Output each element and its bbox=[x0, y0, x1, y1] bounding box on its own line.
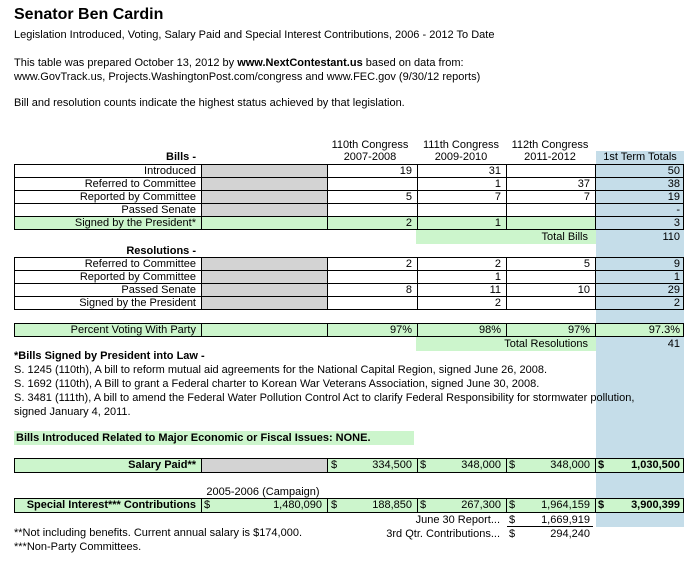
res-row-c112: 5 bbox=[583, 258, 590, 270]
salary-cur-112: $ bbox=[509, 459, 516, 471]
total-res-label: Total Resolutions bbox=[504, 338, 588, 350]
res-row-c111: 2 bbox=[494, 258, 501, 270]
res-row-c111: 2 bbox=[494, 297, 501, 309]
salary-cur-111: $ bbox=[420, 459, 427, 471]
footnote-nonparty: ***Non-Party Committees. bbox=[14, 541, 142, 553]
col-111-label: 111th Congress bbox=[422, 139, 500, 151]
col-112-years: 2011-2012 bbox=[524, 151, 576, 163]
signed-law-item: S. 1692 (110th), A Bill to grant a Federal charter to Korean War Veterans Association, signed June 30, 2008. bbox=[14, 378, 540, 390]
bills-row-label: Referred to Committee bbox=[84, 178, 196, 190]
bills-row-label: Signed by the President* bbox=[74, 217, 196, 229]
bills-heading: Bills - bbox=[166, 151, 196, 163]
res-row-total: 2 bbox=[673, 297, 680, 309]
resolutions-heading: Resolutions - bbox=[126, 245, 196, 257]
contributions-label: Special Interest*** Contributions bbox=[26, 499, 196, 511]
bills-row-c111: 1 bbox=[494, 217, 501, 229]
salary-cur-110: $ bbox=[331, 459, 338, 471]
res-row-c111: 11 bbox=[489, 284, 501, 296]
bills-row-c111: 1 bbox=[494, 178, 501, 190]
bills-row-c111: 7 bbox=[494, 191, 501, 203]
june-underline bbox=[507, 526, 593, 527]
q3-label: 3rd Qtr. Contributions... bbox=[386, 528, 500, 540]
total-res-value: 41 bbox=[667, 338, 680, 350]
contrib-divider bbox=[506, 499, 507, 512]
salary-total: 1,030,500 bbox=[631, 459, 680, 471]
voting-c112: 97% bbox=[567, 324, 590, 336]
salary-divider bbox=[327, 459, 328, 472]
contrib-divider bbox=[201, 499, 202, 512]
salary-c111: 348,000 bbox=[461, 459, 501, 471]
contrib-divider bbox=[595, 499, 596, 512]
bills-row-total: - bbox=[676, 204, 680, 216]
contrib-cur-total: $ bbox=[598, 499, 605, 511]
res-row-label: Passed Senate bbox=[121, 284, 196, 296]
salary-divider bbox=[417, 459, 418, 472]
contrib-cur-111: $ bbox=[420, 499, 427, 511]
q3-value: 294,240 bbox=[550, 528, 590, 540]
salary-cur-total: $ bbox=[598, 459, 605, 471]
contrib-divider bbox=[327, 499, 328, 512]
voting-total: 97.3% bbox=[648, 324, 680, 336]
voting-c111: 98% bbox=[478, 324, 501, 336]
res-row-total: 9 bbox=[673, 258, 680, 270]
bills-row-c110: 19 bbox=[399, 165, 412, 177]
salary-grey-cell bbox=[201, 459, 327, 472]
page-subtitle: Legislation Introduced, Voting, Salary Paid and Special Interest Contributions, 2006 - 2012 To Date bbox=[14, 29, 495, 41]
col-total-label: 1st Term Totals bbox=[603, 151, 677, 163]
signed-law-item: S. 3481 (111th), A bill to amend the Federal Water Pollution Control Act to clarify Federal Responsibility for stormwater pollution, bbox=[14, 392, 635, 404]
contrib-cur-110: $ bbox=[331, 499, 338, 511]
counts-note: Bill and resolution counts indicate the highest status achieved by that legislation. bbox=[14, 97, 405, 109]
res-row-total: 1 bbox=[673, 271, 680, 283]
signed-law-heading: *Bills Signed by President into Law - bbox=[14, 350, 205, 362]
footnote-benefits: **Not including benefits. Current annual salary is $174,000. bbox=[14, 527, 303, 539]
total-bills-value: 110 bbox=[662, 231, 680, 243]
bills-row-c110: 5 bbox=[405, 191, 412, 203]
salary-c110: 334,500 bbox=[372, 459, 412, 471]
bills-row-c110: 2 bbox=[405, 217, 412, 229]
june-cur: $ bbox=[509, 514, 516, 526]
signed-law-item: signed January 4, 2011. bbox=[14, 406, 131, 418]
bills-row-label: Reported by Committee bbox=[79, 191, 196, 203]
col-110-years: 2007-2008 bbox=[343, 151, 397, 163]
source-site-link[interactable]: www.NextContestant.us bbox=[237, 57, 363, 69]
res-row-label: Signed by the President bbox=[79, 297, 196, 309]
contrib-cur-campaign: $ bbox=[204, 499, 211, 511]
salary-c112: 348,000 bbox=[550, 459, 590, 471]
contrib-cur-112: $ bbox=[509, 499, 516, 511]
bills-row-c112: 7 bbox=[583, 191, 590, 203]
contrib-campaign: 1,480,090 bbox=[273, 499, 322, 511]
bills-row-total: 38 bbox=[667, 178, 680, 190]
col-110-label: 110th Congress bbox=[331, 139, 409, 151]
june-report-value: 1,669,919 bbox=[541, 514, 590, 526]
res-row-label: Referred to Committee bbox=[84, 258, 196, 270]
signed-law-item: S. 1245 (110th), A bill to reform mutual aid agreements for the National Capital Region, signed June 26, 2008. bbox=[14, 364, 548, 376]
res-row-c110: 8 bbox=[405, 284, 412, 296]
contrib-c110: 188,850 bbox=[372, 499, 412, 511]
bills-row-total: 19 bbox=[667, 191, 680, 203]
sources-line: www.GovTrack.us, Projects.WashingtonPost.com/congress and www.FEC.gov (9/30/12 reports) bbox=[14, 71, 481, 83]
prepared-suffix: based on data from: bbox=[362, 57, 464, 69]
economic-label: Bills Introduced Related to Major Economic or Fiscal Issues: NONE. bbox=[16, 432, 371, 444]
bills-row-total: 50 bbox=[667, 165, 680, 177]
bills-row-c111: 31 bbox=[488, 165, 501, 177]
res-row-c110: 2 bbox=[405, 258, 412, 270]
voting-divider bbox=[201, 324, 202, 336]
contrib-c112: 1,964,159 bbox=[541, 499, 590, 511]
salary-divider bbox=[506, 459, 507, 472]
salary-label: Salary Paid** bbox=[128, 459, 196, 471]
res-row-total: 29 bbox=[667, 284, 680, 296]
col-112-label: 112th Congress bbox=[511, 139, 589, 151]
bills-row-c112: 37 bbox=[577, 178, 590, 190]
voting-c110: 97% bbox=[389, 324, 412, 336]
bills-row-total: 3 bbox=[673, 217, 680, 229]
total-bills-label: Total Bills bbox=[541, 231, 588, 243]
q3-cur: $ bbox=[509, 528, 516, 540]
prepared-prefix: This table was prepared October 13, 2012 by bbox=[14, 57, 238, 69]
june-report-label: June 30 Report... bbox=[415, 514, 500, 526]
voting-label: Percent Voting With Party bbox=[70, 324, 196, 336]
bills-row-label: Passed Senate bbox=[121, 204, 196, 216]
bills-row-label: Introduced bbox=[144, 165, 196, 177]
res-row-c111: 1 bbox=[494, 271, 501, 283]
res-row-c112: 10 bbox=[577, 284, 590, 296]
page-title: Senator Ben Cardin bbox=[14, 6, 164, 23]
bills-divider bbox=[201, 165, 202, 229]
contrib-divider bbox=[417, 499, 418, 512]
campaign-label: 2005-2006 (Campaign) bbox=[206, 486, 320, 498]
prepared-line bbox=[14, 57, 464, 69]
salary-divider bbox=[595, 459, 596, 472]
contrib-c111: 267,300 bbox=[461, 499, 501, 511]
res-row-label: Reported by Committee bbox=[79, 271, 196, 283]
col-111-years: 2009-2010 bbox=[434, 151, 488, 163]
contrib-total: 3,900,399 bbox=[631, 499, 680, 511]
